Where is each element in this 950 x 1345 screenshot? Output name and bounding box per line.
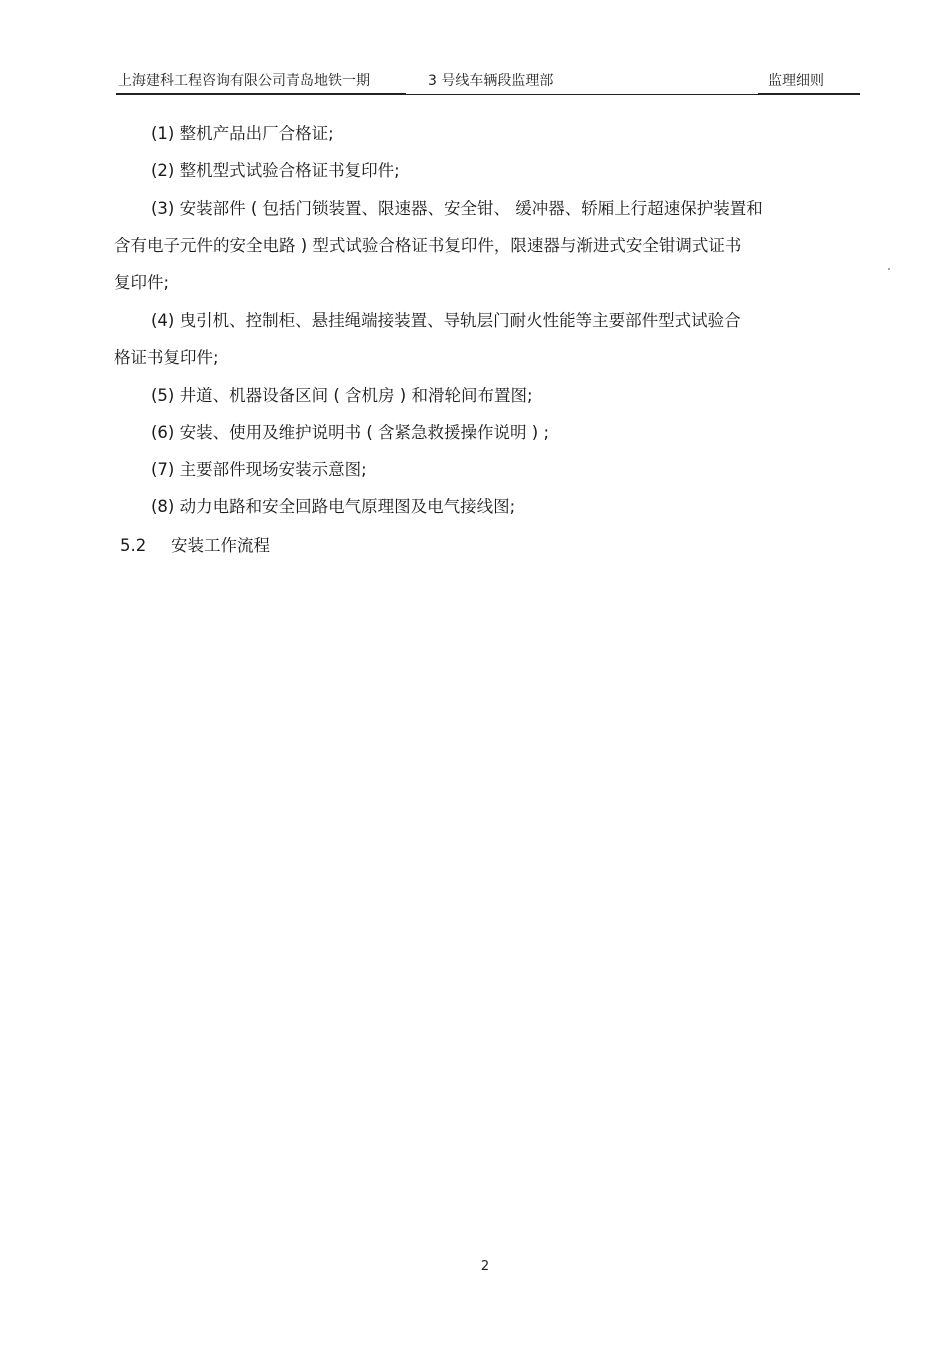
header-rule-accent-left — [116, 93, 406, 95]
list-item-4-line-1: (4) 曳引机、控制柜、悬挂绳端接装置、导轨层门耐火性能等主要部件型式试验合 — [151, 311, 741, 330]
page-number: 2 — [480, 1259, 490, 1274]
list-item-4-line-2: 格证书复印件; — [114, 348, 219, 367]
header-doc-type: 监理细则 — [768, 73, 824, 89]
header-rule-accent-right — [758, 93, 860, 95]
section-number: 5.2 — [120, 536, 147, 555]
header-company: 上海建科工程咨询有限公司青岛地铁一期 — [118, 73, 370, 89]
list-item-3-line-1: (3) 安装部件 ( 包括门锁装置、限速器、安全钳、 缓冲器、轿厢上行超速保护装置和 — [151, 199, 763, 218]
list-item-3-line-3: 复印件; — [114, 273, 170, 292]
section-heading — [120, 536, 270, 556]
list-item-2: (2) 整机型式试验合格证书复印件; — [151, 161, 400, 180]
section-title: 安装工作流程 — [171, 536, 270, 555]
header-department: 3 号线车辆段监理部 — [428, 73, 554, 89]
list-item-6: (6) 安装、使用及维护说明书 ( 含紧急救援操作说明 ) ; — [151, 423, 550, 442]
list-item-1: (1) 整机产品出厂合格证; — [151, 124, 334, 143]
list-item-5: (5) 井道、机器设备区间 ( 含机房 ) 和滑轮间布置图; — [151, 386, 533, 405]
scan-speck — [888, 268, 890, 270]
list-item-7: (7) 主要部件现场安装示意图; — [151, 460, 367, 479]
list-item-3-line-2: 含有电子元件的安全电路 ) 型式试验合格证书复印件，限速器与渐进式安全钳调式证书 — [114, 236, 742, 255]
page-header — [116, 66, 860, 94]
list-item-8: (8) 动力电路和安全回路电气原理图及电气接线图; — [151, 497, 516, 516]
